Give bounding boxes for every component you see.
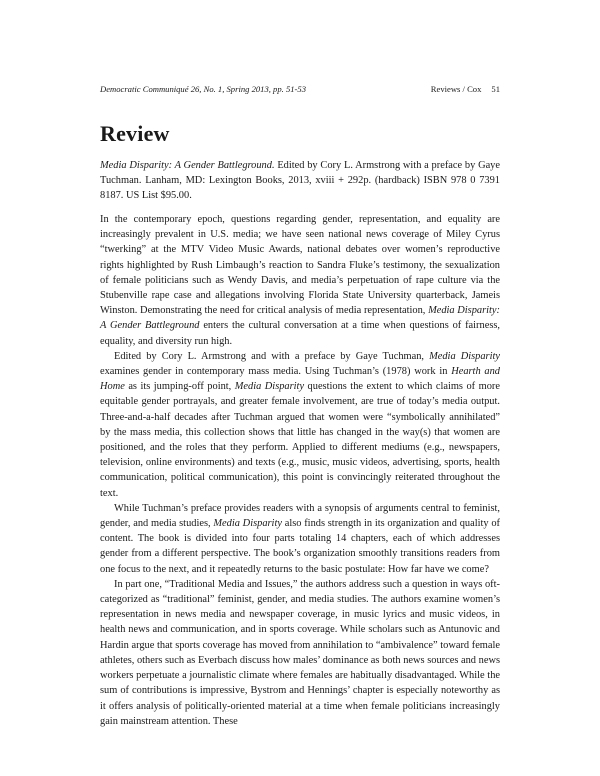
section-label: Reviews / Cox xyxy=(430,84,482,94)
paragraph-text: enters the cultural conversation at a time when questions of fairness, equality, and diversity run high. xyxy=(100,320,501,347)
page-number: 51 xyxy=(491,84,500,94)
paragraph-text: examines gender in contemporary mass media. Using Tuchman’s (1978) work in xyxy=(100,366,452,378)
body-paragraph xyxy=(100,501,500,577)
paragraph-text: In the contemporary epoch, questions regarding gender, representation, and equality are increasingly prevalent in U.S. media; we have seen national news coverage of Miley Cyrus “twerking” at the MTV Video Music Awards, national debates over women’s reproductive rights highlighted by Rush Limbaugh’s reaction to Sandra Fluke’s testimony, the sexualization of female politicians such as Wendy Davis, and media’s perpetuation of rape culture via the Stubenville rape case and allegations involving Florida State University quarterback, Jameis Winston. Demonstrating the need for critical analysis of media representation, xyxy=(100,214,500,317)
paragraph-text: as its jumping-off point, xyxy=(124,381,235,393)
paragraph-text: also finds strength in its organization and quality of content. The book is divided into four parts totaling 14 chapters, each of which addresses gender from a different perspective. The book’s organization smoothly transitions readers from one focus to the next, and it repeatedly returns to the basic postulate: How far have we come? xyxy=(100,518,500,575)
book-citation xyxy=(100,158,500,204)
paragraph-text: In part one, “Traditional Media and Issues,” the authors address such a question in ways oft-categorized as “traditional” feminist, gender, and media studies. The authors examine women’s representation in news media and newspaper coverage, in music lyrics and music videos, in health news and communication, and in sports coverage. While scholars such as Antunovic and Hardin argue that sports coverage has moved from annihilation to “ambivalence” toward female athletes, others such as Everbach discuss how males’ dominance as both news sources and news workers perpetuate a journalistic climate where females are habitually disadvantaged. While the sum of contributions is impressive, Bystrom and Hennings’ chapter is especially noteworthy as it offers analysis of politically-oriented material at a time when female politicians increasingly gain mainstream attention. These xyxy=(100,578,500,727)
italic-title-text: Hearth and Home xyxy=(100,366,501,393)
page-title: Review xyxy=(100,121,170,146)
journal-citation-header: Democratic Communiqué 26, No. 1, Spring 2013, pp. 51-53 xyxy=(100,84,306,94)
paragraph-text: Edited by Cory L. Armstrong and with a preface by Gaye Tuchman, xyxy=(114,350,430,362)
book-title: Media Disparity: A Gender Battleground. xyxy=(100,160,275,171)
italic-title-text: Media Disparity xyxy=(429,350,500,362)
body-paragraph xyxy=(100,349,500,501)
italic-title-text: Media Disparity xyxy=(234,381,305,393)
body-paragraph xyxy=(100,212,500,349)
section-and-page xyxy=(421,82,500,96)
paragraph-text: questions the extent to which claims of more equitable gender portrayals, and greater female involvement, are true of today’s media output. Three-and-a-half decades after Tuchman argued that women were “symbolically annihilated” by the mass media, this collection shows that little has changed in the way(s) that women are positioned, and the roles that they perform. Applied to different mediums (e.g., newspapers, television, online environments) and texts (e.g., music, music videos, advertising, sports, health communication, political communication), this point is convincingly reiterated throughout the text. xyxy=(100,381,500,499)
italic-title-text: Media Disparity xyxy=(213,518,282,530)
review-body xyxy=(100,212,500,729)
running-header xyxy=(100,82,500,96)
body-paragraph xyxy=(100,577,500,729)
book-details: Edited by Cory L. Armstrong with a preface by Gaye Tuchman. Lanham, MD: Lexington Books, 2013, xviii + 292p. (hardback) ISBN 978 0 7391 8187. US List $95.00. xyxy=(100,160,500,202)
italic-title-text: Media Disparity: A Gender Battleground xyxy=(100,305,500,332)
paragraph-text: While Tuchman’s preface provides readers with a synopsis of arguments central to feminist, gender, and media studies, xyxy=(100,502,500,530)
